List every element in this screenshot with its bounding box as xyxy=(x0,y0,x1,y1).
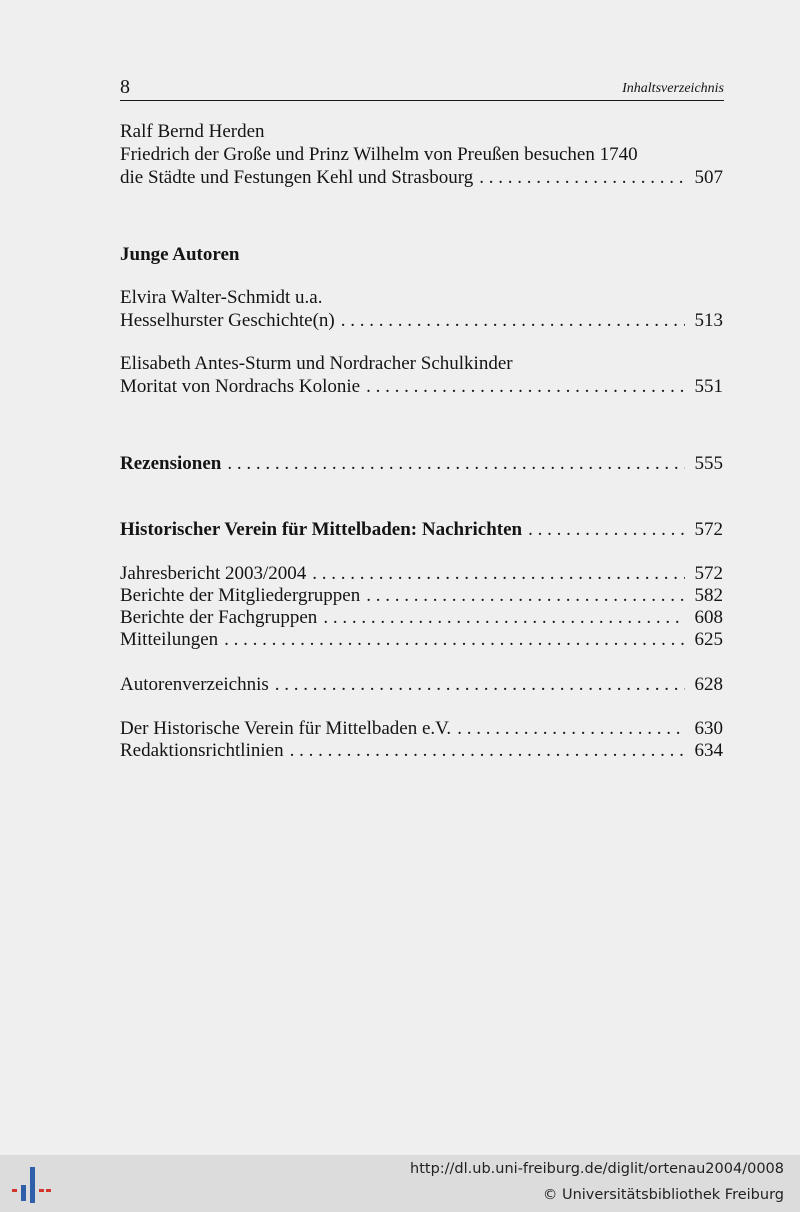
toc-page-number: 628 xyxy=(694,674,723,695)
dot-leader xyxy=(275,674,685,696)
toc-page-number: 572 xyxy=(694,519,723,540)
toc-page-number: 555 xyxy=(694,453,723,474)
dot-leader xyxy=(312,563,684,585)
section-heading: Junge Autoren xyxy=(120,244,240,265)
toc-entry-title: Moritat von Nordrachs Kolonie xyxy=(120,376,361,397)
running-title: Inhaltsverzeichnis xyxy=(622,81,724,96)
dot-leader xyxy=(457,718,684,740)
header-rule xyxy=(120,100,724,101)
toc-entry-title: Autorenverzeichnis xyxy=(120,674,269,695)
dot-leader xyxy=(479,167,684,189)
toc-author: Ralf Bernd Herden xyxy=(120,121,265,142)
toc-entry-title: Historischer Verein für Mittelbaden: Nachrichten xyxy=(120,519,523,540)
toc-entry-title: die Städte und Festungen Kehl und Strasbourg xyxy=(120,167,474,188)
toc-entry xyxy=(120,563,723,585)
toc-entry-title: Redaktionsrichtlinien xyxy=(120,740,284,761)
toc-entry xyxy=(120,519,723,541)
toc-entry-title: Mitteilungen xyxy=(120,629,219,650)
toc-entry xyxy=(120,453,723,475)
toc-page-number: 572 xyxy=(694,563,723,584)
toc-entry-title: Berichte der Mitgliedergruppen xyxy=(120,585,361,606)
toc-entry-title: Berichte der Fachgruppen xyxy=(120,607,318,628)
page-number: 8 xyxy=(120,76,130,98)
toc-entry xyxy=(120,629,723,651)
toc-entry-title: Der Historische Verein für Mittelbaden e.V. xyxy=(120,718,452,739)
toc-page-number: 513 xyxy=(694,310,723,331)
toc-entry xyxy=(120,310,723,332)
toc-entry-title: Rezensionen xyxy=(120,453,222,474)
toc-title-line: Friedrich der Große und Prinz Wilhelm von Preußen besuchen 1740 xyxy=(120,144,638,165)
toc-page-number: 507 xyxy=(694,167,723,188)
toc-entry xyxy=(120,167,723,189)
dot-leader xyxy=(528,519,684,541)
toc-entry xyxy=(120,718,723,740)
dot-leader xyxy=(341,310,685,332)
source-url[interactable]: http://dl.ub.uni-freiburg.de/diglit/ortenau2004/0008 xyxy=(410,1161,784,1177)
toc-page-number: 634 xyxy=(694,740,723,761)
toc-entry xyxy=(120,674,723,696)
dot-leader xyxy=(366,376,684,398)
dot-leader xyxy=(224,629,684,651)
toc-page-number: 551 xyxy=(694,376,723,397)
toc-entry xyxy=(120,376,723,398)
toc-page-number: 608 xyxy=(694,607,723,628)
toc-entry-title: Jahresbericht 2003/2004 xyxy=(120,563,307,584)
toc-page-number: 630 xyxy=(694,718,723,739)
dot-leader xyxy=(290,740,685,762)
copyright-notice: © Universitätsbibliothek Freiburg xyxy=(542,1187,784,1203)
toc-entry xyxy=(120,607,723,629)
toc-author: Elisabeth Antes-Sturm und Nordracher Schulkinder xyxy=(120,353,513,374)
toc-entry xyxy=(120,740,723,762)
toc-author: Elvira Walter-Schmidt u.a. xyxy=(120,287,323,308)
dot-leader xyxy=(227,453,684,475)
toc-entry xyxy=(120,585,723,607)
dot-leader xyxy=(323,607,684,629)
toc-page-number: 625 xyxy=(694,629,723,650)
ub-freiburg-logo-icon xyxy=(12,1165,52,1205)
dot-leader xyxy=(366,585,684,607)
toc-page-number: 582 xyxy=(694,585,723,606)
toc-entry-title: Hesselhurster Geschichte(n) xyxy=(120,310,335,331)
